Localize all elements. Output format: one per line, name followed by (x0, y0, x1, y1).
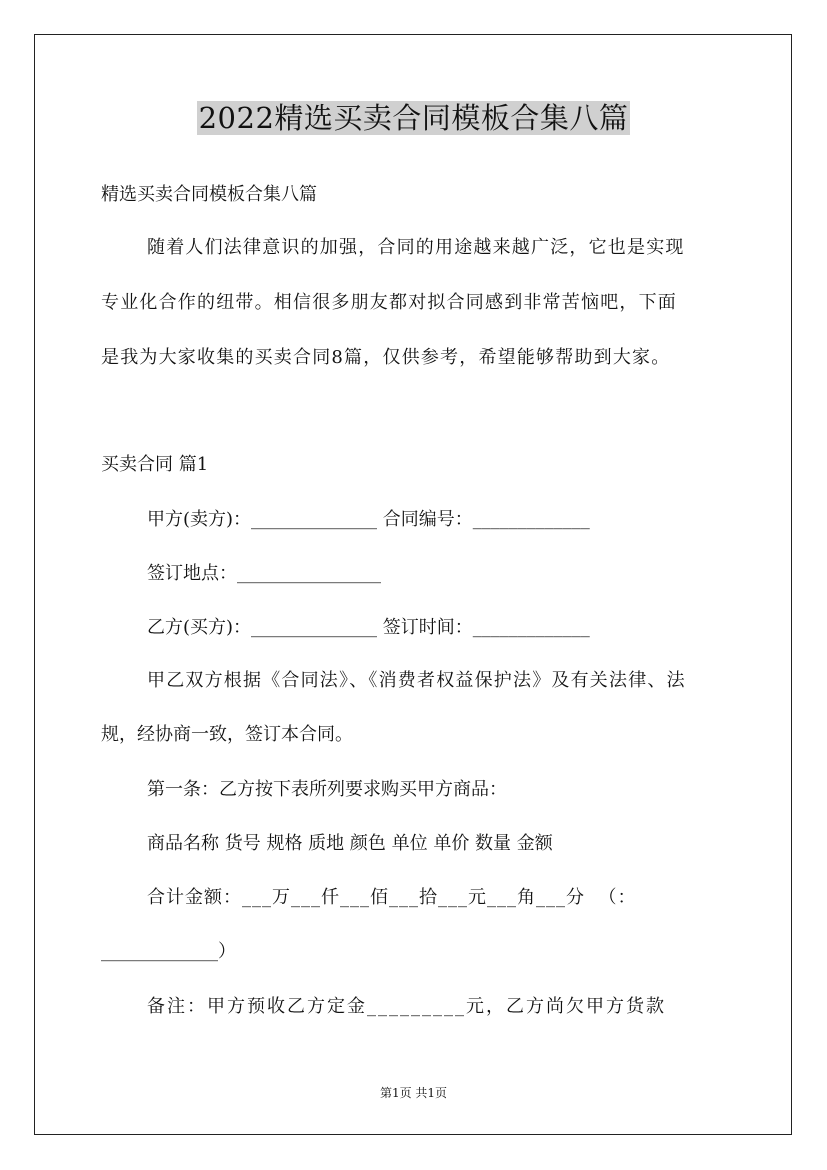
agreement-line-1: 甲乙双方根据《合同法》、《消费者权益保护法》及有关法律、法 (147, 670, 686, 691)
goods-columns-line: 商品名称 货号 规格 质地 颜色 单位 单价 数量 金额 (147, 833, 553, 854)
sign-place-line: 签订地点：________________ (147, 563, 381, 584)
party-a-line: 甲方(卖方)：______________ 合同编号：_____________ (147, 509, 590, 530)
subtitle: 精选买卖合同模板合集八篇 (101, 184, 317, 205)
total-amount-line-1: 合计金额：___万___仟___佰___拾___元___角___分 （： (147, 887, 637, 908)
party-b-line: 乙方(买方)：______________ 签订时间：_____________ (147, 617, 590, 638)
agreement-line-2: 规，经协商一致，签订本合同。 (101, 724, 353, 745)
intro-line-1: 随着人们法律意识的加强，合同的用途越来越广泛，它也是实现 (147, 237, 685, 258)
document-title-wrap (0, 98, 827, 138)
document-title: 2022精选买卖合同模板合集八篇 (198, 101, 629, 135)
total-amount-line-2: _____________） (101, 941, 236, 962)
note-line: 备注：甲方预收乙方定金_________元，乙方尚欠甲方货款 (147, 996, 666, 1017)
article-1-line: 第一条：乙方按下表所列要求购买甲方商品： (147, 779, 507, 800)
section-heading: 买卖合同 篇1 (101, 454, 209, 475)
intro-line-2: 专业化合作的纽带。相信很多朋友都对拟合同感到非常苦恼吧，下面 (101, 292, 677, 313)
intro-line-3: 是我为大家收集的买卖合同8篇，仅供参考，希望能够帮助到大家。 (101, 347, 671, 368)
page-footer: 第1页 共1页 (379, 1086, 448, 1100)
